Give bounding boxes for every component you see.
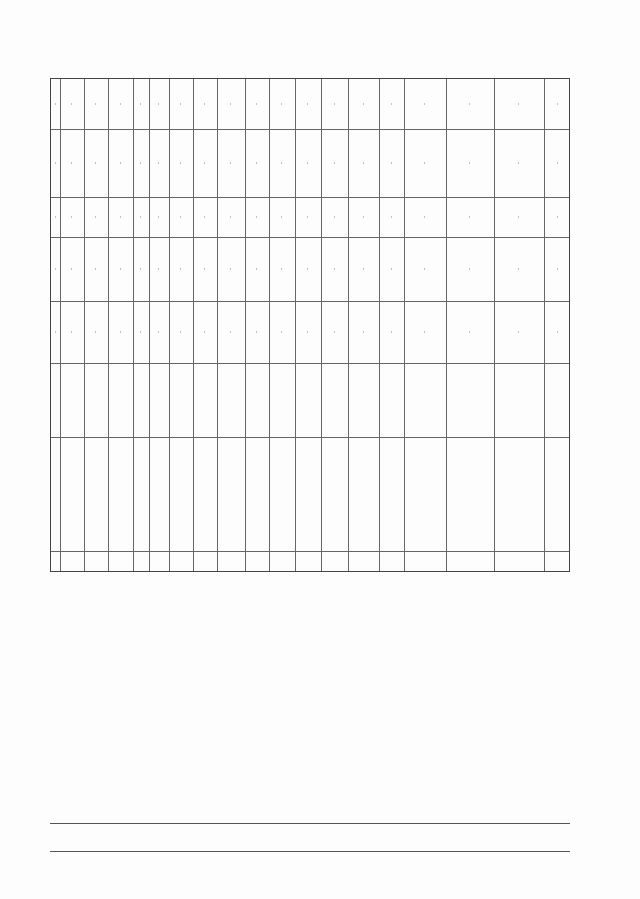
- empty-cell-mark: -: [52, 103, 59, 105]
- empty-cell-mark: -: [279, 216, 285, 218]
- empty-cell-mark: -: [554, 268, 561, 270]
- empty-cell-mark: -: [156, 331, 162, 333]
- empty-cell-mark: -: [93, 268, 99, 270]
- empty-cell-mark: -: [331, 162, 338, 164]
- empty-cell-mark: -: [52, 162, 59, 164]
- empty-cell-mark: -: [516, 103, 522, 105]
- empty-cell-mark: -: [467, 162, 473, 164]
- empty-cell-mark: -: [360, 268, 367, 270]
- empty-cell-mark: -: [254, 162, 260, 164]
- footer-rule-bottom: [50, 851, 570, 852]
- empty-cell-mark: -: [178, 268, 184, 270]
- empty-cell-mark: -: [305, 331, 311, 333]
- empty-cell-mark: -: [467, 103, 473, 105]
- table-column-line: [494, 79, 495, 571]
- empty-cell-mark: -: [117, 268, 124, 270]
- empty-cell-mark: -: [138, 216, 144, 218]
- empty-cell-mark: -: [69, 162, 75, 164]
- empty-cell-mark: -: [422, 331, 428, 333]
- empty-cell-mark: -: [228, 162, 234, 164]
- table-row-line: [51, 129, 569, 130]
- footer-rule-top: [50, 823, 570, 824]
- empty-cell-mark: -: [516, 162, 522, 164]
- empty-cell-mark: -: [138, 331, 144, 333]
- empty-cell-mark: -: [467, 216, 473, 218]
- empty-cell-mark: -: [178, 103, 184, 105]
- empty-cell-mark: -: [202, 216, 208, 218]
- empty-cell-mark: -: [202, 331, 208, 333]
- table-column-line: [108, 79, 109, 571]
- table-column-line: [348, 79, 349, 571]
- empty-cell-mark: -: [156, 268, 162, 270]
- table-row-line: [51, 197, 569, 198]
- table-row-line: [51, 551, 569, 552]
- empty-cell-mark: -: [156, 216, 162, 218]
- empty-cell-mark: -: [360, 216, 367, 218]
- empty-cell-mark: -: [138, 162, 144, 164]
- empty-cell-mark: -: [554, 331, 561, 333]
- empty-cell-mark: -: [52, 216, 59, 218]
- empty-cell-mark: -: [69, 331, 75, 333]
- empty-cell-mark: -: [117, 162, 124, 164]
- table-column-line: [269, 79, 270, 571]
- empty-cell-mark: -: [422, 103, 428, 105]
- empty-cell-mark: -: [467, 331, 473, 333]
- empty-cell-mark: -: [305, 162, 311, 164]
- empty-cell-mark: -: [254, 331, 260, 333]
- empty-cell-mark: -: [360, 331, 367, 333]
- table-column-line: [245, 79, 246, 571]
- empty-cell-mark: -: [516, 216, 522, 218]
- empty-cell-mark: -: [254, 103, 260, 105]
- empty-cell-mark: -: [228, 268, 234, 270]
- empty-cell-mark: -: [331, 103, 338, 105]
- empty-cell-mark: -: [279, 103, 285, 105]
- table-column-line: [149, 79, 150, 571]
- empty-cell-mark: -: [93, 103, 99, 105]
- table-row-line: [51, 363, 569, 364]
- empty-cell-mark: -: [467, 268, 473, 270]
- empty-cell-mark: -: [93, 331, 99, 333]
- empty-cell-mark: -: [331, 268, 338, 270]
- empty-cell-mark: -: [117, 103, 124, 105]
- empty-cell-mark: -: [388, 162, 395, 164]
- empty-cell-mark: -: [156, 103, 162, 105]
- empty-cell-mark: -: [305, 103, 311, 105]
- table-column-line: [404, 79, 405, 571]
- empty-cell-mark: -: [279, 331, 285, 333]
- empty-cell-mark: -: [388, 331, 395, 333]
- empty-cell-mark: -: [516, 268, 522, 270]
- empty-cell-mark: -: [69, 103, 75, 105]
- empty-cell-mark: -: [554, 103, 561, 105]
- table-column-line: [217, 79, 218, 571]
- empty-cell-mark: -: [388, 103, 395, 105]
- table-column-line: [133, 79, 134, 571]
- table-row-line: [51, 237, 569, 238]
- empty-cell-mark: -: [305, 216, 311, 218]
- data-table: [50, 78, 570, 572]
- table-row-line: [51, 301, 569, 302]
- empty-cell-mark: -: [279, 162, 285, 164]
- empty-cell-mark: -: [254, 216, 260, 218]
- empty-cell-mark: -: [138, 103, 144, 105]
- empty-cell-mark: -: [388, 216, 395, 218]
- empty-cell-mark: -: [93, 162, 99, 164]
- table-column-line: [321, 79, 322, 571]
- empty-cell-mark: -: [202, 103, 208, 105]
- empty-cell-mark: -: [331, 331, 338, 333]
- empty-cell-mark: -: [254, 268, 260, 270]
- table-column-line: [544, 79, 545, 571]
- empty-cell-mark: -: [388, 268, 395, 270]
- empty-cell-mark: -: [178, 162, 184, 164]
- empty-cell-mark: -: [360, 162, 367, 164]
- empty-cell-mark: -: [117, 331, 124, 333]
- empty-cell-mark: -: [156, 162, 162, 164]
- empty-cell-mark: -: [422, 162, 428, 164]
- empty-cell-mark: -: [117, 216, 124, 218]
- empty-cell-mark: -: [93, 216, 99, 218]
- empty-cell-mark: -: [202, 162, 208, 164]
- empty-cell-mark: -: [202, 268, 208, 270]
- table-column-line: [379, 79, 380, 571]
- table-column-line: [295, 79, 296, 571]
- empty-cell-mark: -: [360, 103, 367, 105]
- empty-cell-mark: -: [305, 268, 311, 270]
- table-column-line: [169, 79, 170, 571]
- table-column-line: [84, 79, 85, 571]
- empty-cell-mark: -: [554, 216, 561, 218]
- empty-cell-mark: -: [69, 268, 75, 270]
- empty-cell-mark: -: [52, 331, 59, 333]
- empty-cell-mark: -: [228, 216, 234, 218]
- empty-cell-mark: -: [331, 216, 338, 218]
- empty-cell-mark: -: [554, 162, 561, 164]
- table-row-line: [51, 437, 569, 438]
- table-column-line: [446, 79, 447, 571]
- empty-cell-mark: -: [422, 216, 428, 218]
- empty-cell-mark: -: [52, 268, 59, 270]
- empty-cell-mark: -: [422, 268, 428, 270]
- empty-cell-mark: -: [138, 268, 144, 270]
- empty-cell-mark: -: [228, 103, 234, 105]
- empty-cell-mark: -: [228, 331, 234, 333]
- table-column-line: [60, 79, 61, 571]
- empty-cell-mark: -: [516, 331, 522, 333]
- empty-cell-mark: -: [178, 331, 184, 333]
- empty-cell-mark: -: [279, 268, 285, 270]
- table-column-line: [193, 79, 194, 571]
- empty-cell-mark: -: [69, 216, 75, 218]
- empty-cell-mark: -: [178, 216, 184, 218]
